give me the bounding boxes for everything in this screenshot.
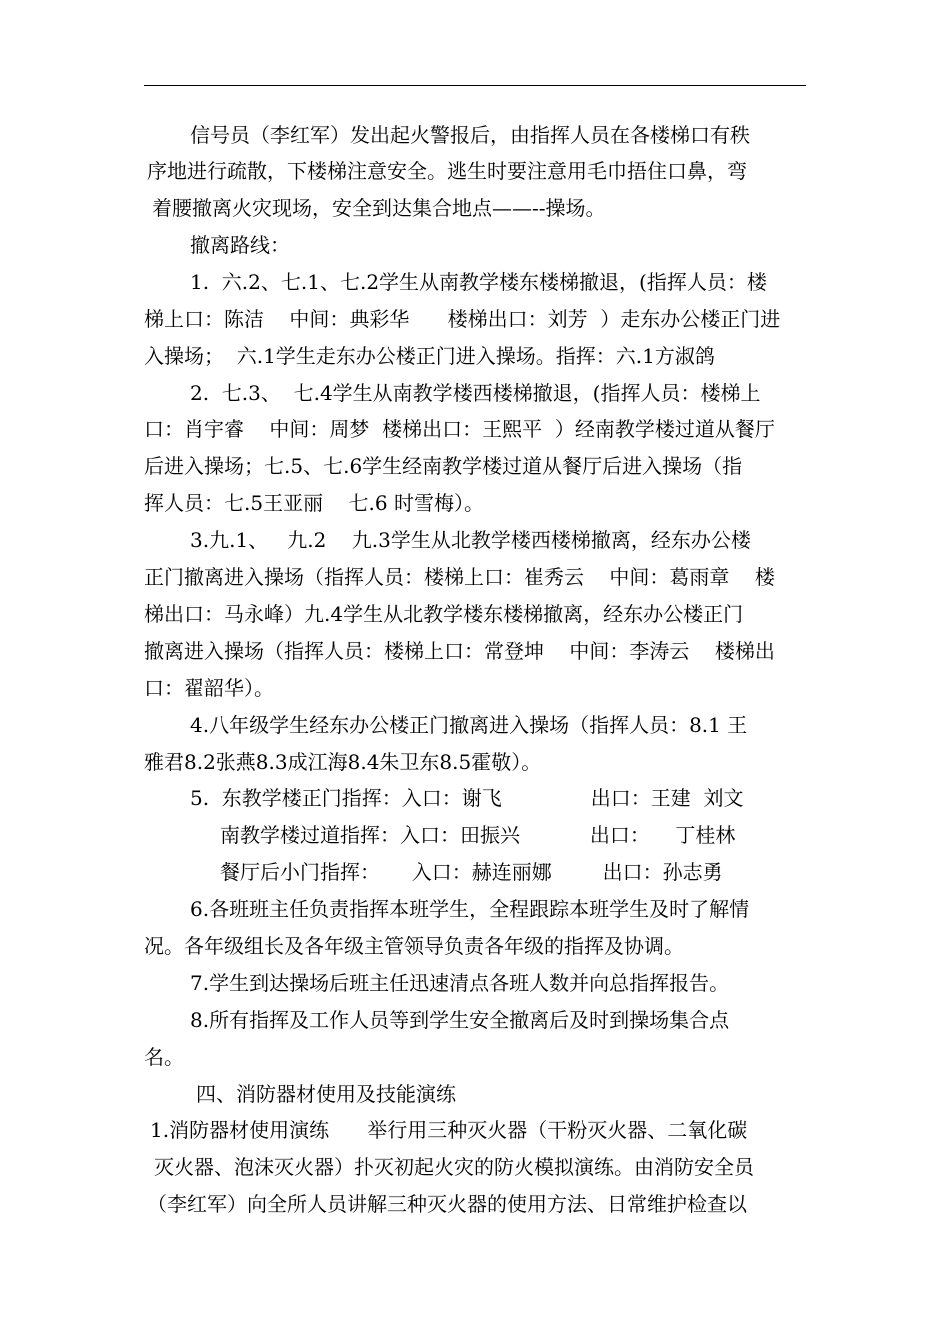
text-line: 6.各班班主任负责指挥本班学生，全程跟踪本班学生及时了解情	[190, 897, 750, 921]
text-line: 1. 六.2、七.1、七.2学生从南教学楼东楼梯撤退，(指挥人员：楼	[190, 270, 767, 294]
text-line: 口：翟韶华）。	[144, 676, 274, 700]
text-line: 灭火器、泡沫灭火器）扑灭初起火灾的防火模拟演练。由消防安全员	[154, 1155, 754, 1179]
text-line: 2. 七.3、 七.4学生从南教学楼西楼梯撤退，(指挥人员：楼梯上	[190, 381, 761, 405]
text-line: 8.所有指挥及工作人员等到学生安全撤离后及时到操场集合点	[190, 1008, 730, 1032]
text-line: 况。各年级组长及各年级主管领导负责各年级的指挥及协调。	[144, 934, 684, 958]
header-rule	[144, 85, 806, 86]
text-line: 南教学楼过道指挥：入口：田振兴 出口： 丁桂林	[220, 823, 736, 847]
text-line: 口：肖宇睿 中间：周梦 楼梯出口：王熙平 ）经南教学楼过道从餐厅	[144, 417, 775, 441]
text-line: 餐厅后小门指挥： 入口：赫连丽娜 出口：孙志勇	[220, 860, 723, 884]
text-line: 后进入操场；七.5、七.6学生经南教学楼过道从餐厅后进入操场（指	[144, 454, 743, 478]
text-line: 7.学生到达操场后班主任迅速清点各班人数并向总指挥报告。	[190, 971, 730, 995]
text-line: 1.消防器材使用演练 举行用三种灭火器（干粉灭火器、二氧化碳	[150, 1118, 748, 1142]
text-line: 撤离进入操场（指挥人员：楼梯上口：常登坤 中间：李涛云 楼梯出	[144, 639, 775, 663]
text-line: 3.九.1、 九.2 九.3学生从北教学楼西楼梯撤离，经东办公楼	[190, 528, 751, 552]
text-line: 雅君8.2张燕8.3成江海8.4朱卫东8.5霍敬）。	[144, 750, 542, 774]
text-line: 名。	[144, 1045, 184, 1069]
text-line: 4.八年级学生经东办公楼正门撤离进入操场（指挥人员：8.1 王	[190, 713, 748, 737]
text-line: 5. 东教学楼正门指挥：入口：谢飞 出口：王建 刘文	[190, 786, 744, 810]
text-line: 信号员（李红军）发出起火警报后，由指挥人员在各楼梯口有秩	[190, 123, 750, 147]
text-line: 入操场； 六.1学生走东办公楼正门进入操场。指挥：六.1方淑鸽	[144, 344, 715, 368]
text-line: 序地进行疏散，下楼梯注意安全。逃生时要注意用毛巾捂住口鼻，弯	[147, 159, 747, 183]
text-line: 着腰撤离火灾现场，安全到达集合地点——--操场。	[152, 196, 606, 220]
text-line: 梯上口：陈洁 中间：典彩华 楼梯出口：刘芳 ）走东办公楼正门进	[144, 307, 781, 331]
text-line: 梯出口：马永峰）九.4学生从北教学楼东楼梯撤离，经东办公楼正门	[144, 602, 744, 626]
text-line: （李红军）向全所人员讲解三种灭火器的使用方法、日常维护检查以	[147, 1192, 747, 1216]
text-line: 挥人员：七.5王亚丽 七.6 时雪梅）。	[144, 491, 484, 515]
text-line: 撤离路线：	[190, 233, 290, 257]
text-line: 正门撤离进入操场（指挥人员：楼梯上口：崔秀云 中间：葛雨章 楼	[144, 565, 775, 589]
section-heading: 四、消防器材使用及技能演练	[196, 1082, 456, 1106]
